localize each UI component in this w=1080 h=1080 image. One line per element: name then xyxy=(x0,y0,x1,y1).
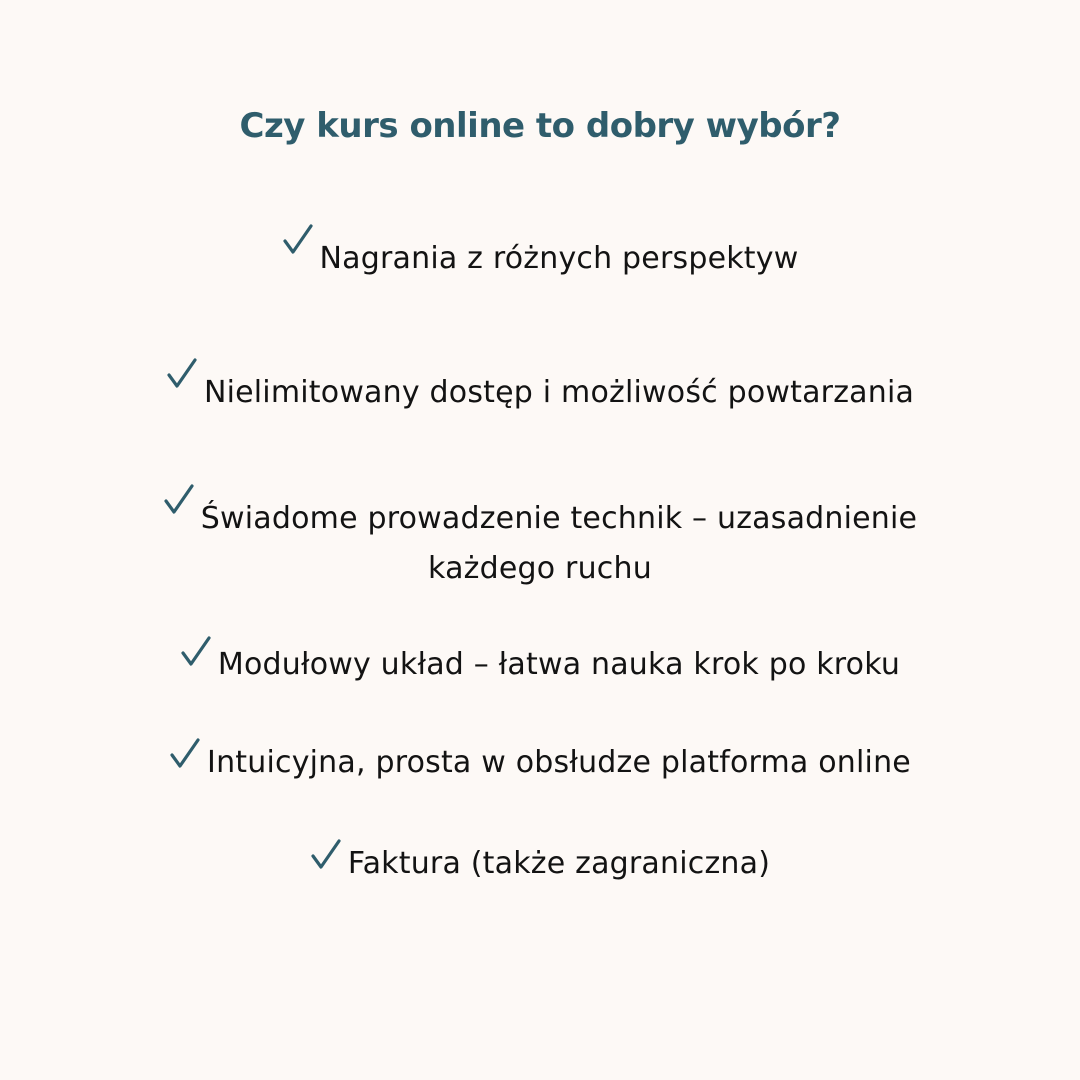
list-item xyxy=(100,736,980,788)
page-title: Czy kurs online to dobry wybór? xyxy=(239,106,841,146)
list-item-label: Nielimitowany dostęp i możliwość powtarzania xyxy=(203,375,915,410)
list-item-label: Nagrania z różnych perspektyw xyxy=(319,241,799,276)
list-item-label: Modułowy układ – łatwa nauka krok po kroku xyxy=(217,647,901,682)
checkmark-icon xyxy=(180,634,212,670)
list-item-label: Intuicyjna, prosta w obsłudze platforma online xyxy=(207,745,911,780)
list-item xyxy=(100,356,980,418)
checkmark-icon xyxy=(310,837,342,873)
list-item-label: Świadome prowadzenie technik – uzasadnienie każdego ruchu xyxy=(200,501,918,586)
checkmark-icon xyxy=(166,356,198,392)
list-item xyxy=(100,482,980,594)
list-item-label: Faktura (także zagraniczna) xyxy=(347,846,771,881)
checkmark-icon xyxy=(169,736,201,772)
list-item xyxy=(100,837,980,889)
checkmark-icon xyxy=(282,222,314,258)
list-item xyxy=(100,634,980,690)
checkmark-icon xyxy=(163,482,195,518)
list-item xyxy=(100,222,980,284)
